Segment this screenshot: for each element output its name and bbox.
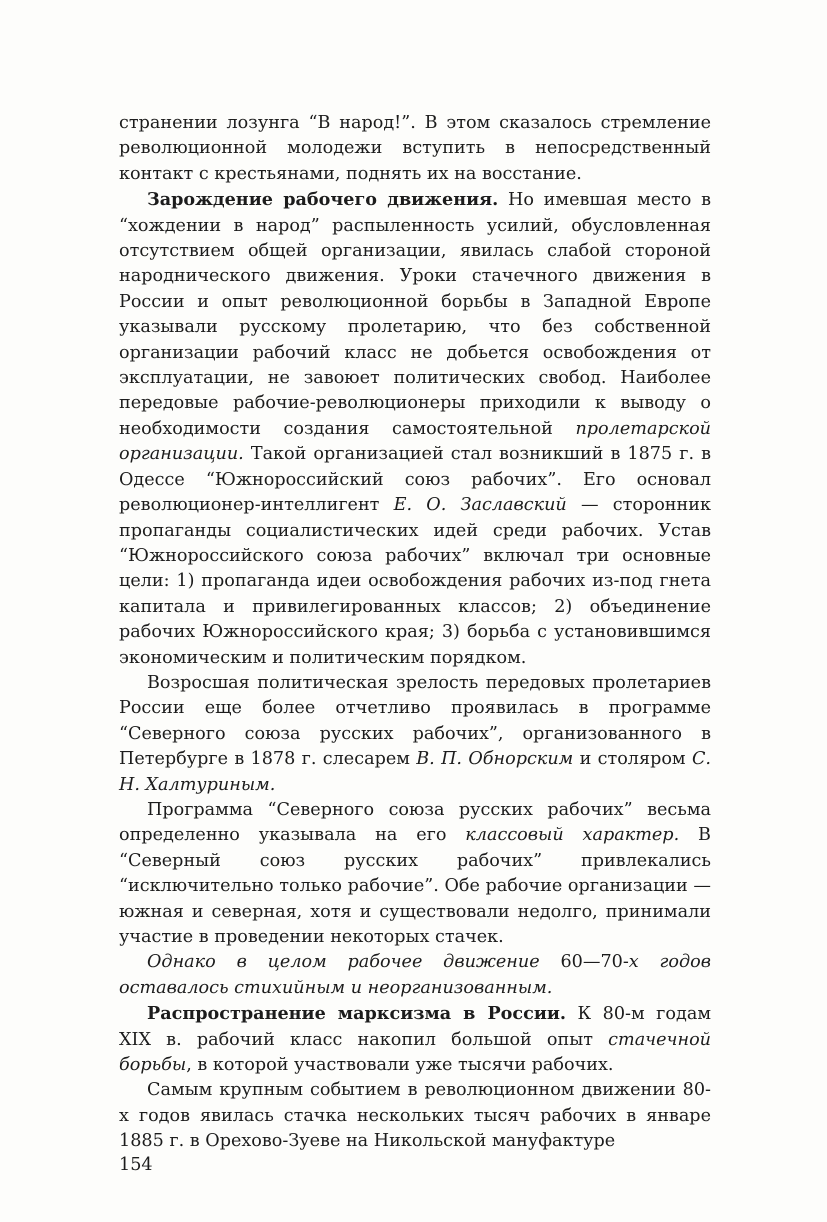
emphasis-text: В. П. Обнорским <box>416 749 574 770</box>
paragraph <box>119 798 711 950</box>
section-heading: Распространение марксизма в России. <box>147 1003 567 1025</box>
paragraph <box>119 1001 711 1078</box>
text-run: Но имевшая место в “хождении в народ” распыленность усилий, обусловленная отсутствием общей организации, явилась слабой стороной народнического движения. Уроки стачечного движения в России и опыт революционной борьбы в Западной Европе указывали русскому пролетарию, что без собственной организации рабочий класс не добьется освобождения от эксплуатации, не завоюет политических свобод. Наиболее передовые рабочие-революционеры приходили к выводу о необходимости создания самостоятельной <box>119 190 711 439</box>
section-heading: Зарождение рабочего движения. <box>147 189 499 211</box>
paragraph <box>119 1078 711 1154</box>
emphasis-text: х годов оставалось стихийным и неорганизованным. <box>119 952 712 998</box>
emphasis-text: Однако в целом рабочее движение <box>147 952 561 973</box>
body-text <box>119 111 711 1155</box>
emphasis-text: стачечной борьбы <box>119 1029 711 1076</box>
text-run: , в которой участвовали уже тысячи рабочих. <box>186 1055 614 1076</box>
text-run: В “Северный союз русских рабочих” привлекались “исключительно только рабочие”. Обе рабочие организации — южная и северная, хотя и существовали недолго, принимали участие в проведении некоторых стачек. <box>119 825 711 947</box>
text-run: К 80-м годам XIX в. рабочий класс накопил большой опыт <box>119 1004 712 1050</box>
text-run: Самым крупным событием в революционном движении 80-х годов явилась стачка нескольких тысяч рабочих в январе 1885 г. в Орехово-Зуеве на Никольской мануфактуре <box>119 1080 711 1152</box>
paragraph <box>119 950 711 1001</box>
paragraph <box>119 111 711 187</box>
emphasis-text: С. Н. Халтуриным. <box>119 749 712 795</box>
paragraph <box>119 187 711 671</box>
text-run: Возросшая политическая зрелость передовых пролетариев России еще более отчетливо проявилась в программе “Северного союза русских рабочих”, организованного в Петербурге в 1878 г. слесарем <box>119 672 711 770</box>
emphasis-text: пролетарской организации. <box>119 418 711 465</box>
text-run: — сторонник пропаганды социалистических идей среди рабочих. Устав “Южнороссийского союза рабочих” включал три основные цели: 1) пропаганда идеи освобождения рабочих из-под гнета капитала и привилегированных классов; 2) объединение рабочих Южнороссийского края; 3) борьба с установившимся экономическим и политическим порядком. <box>119 495 711 668</box>
emphasis-text: классовый характер. <box>465 825 680 846</box>
paragraph <box>119 671 711 798</box>
text-run: странении лозунга “В народ!”. В этом сказалось стремление революционной молодежи вступить в непосредственный контакт с крестьянами, поднять их на восстание. <box>119 113 711 184</box>
emphasis-text: Е. О. Заславский <box>393 495 567 516</box>
text-run: 60—70- <box>560 952 629 973</box>
text-run: Программа “Северного союза русских рабочих” весьма определенно указывала на его <box>119 799 711 846</box>
text-run: Такой организацией стал возникший в 1875 г. в Одессе “Южнороссийский союз рабочих”. Его основал революционер-интеллигент <box>119 444 711 516</box>
page-number: 154 <box>119 1155 153 1175</box>
text-run: и столяром <box>573 749 692 770</box>
